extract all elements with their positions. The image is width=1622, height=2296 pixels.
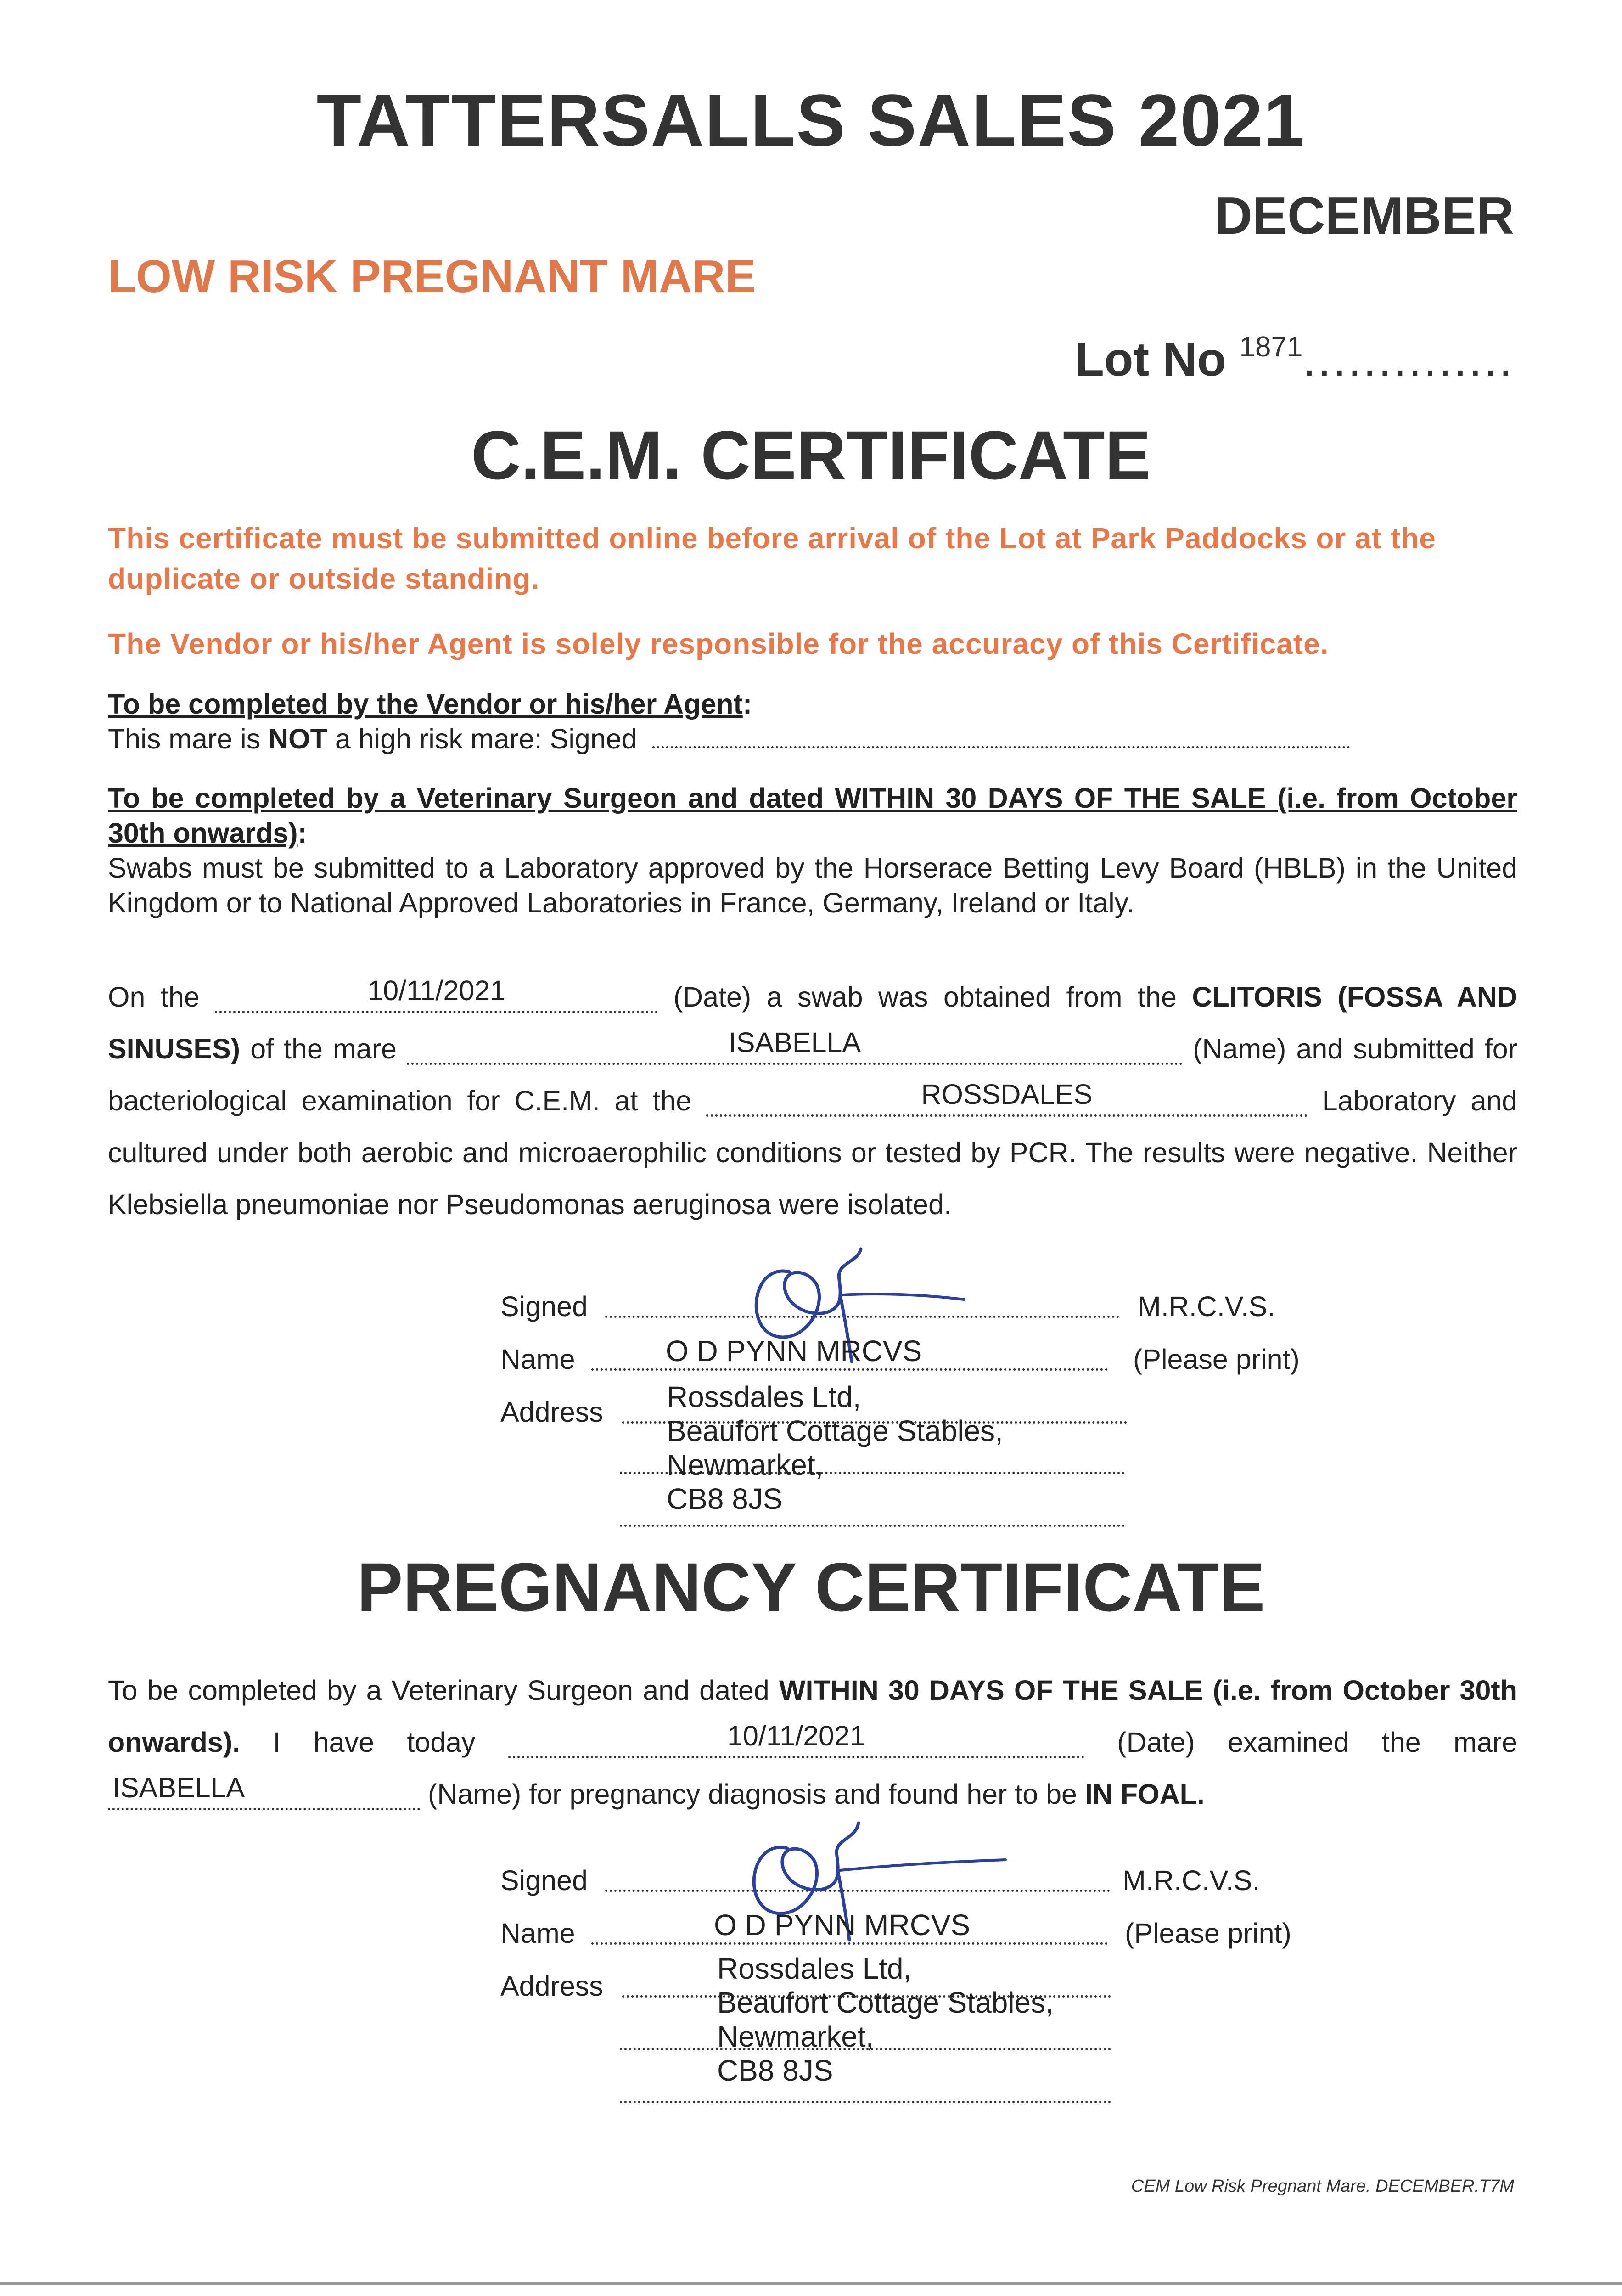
swab-date-field[interactable]: 10/11/2021	[215, 983, 658, 1013]
pregnancy-result: IN FOAL.	[1084, 1778, 1205, 1810]
preg-please-print: (Please print)	[1125, 1918, 1291, 1949]
vendor-statement-a: This mare is	[108, 723, 269, 754]
exam-date-field[interactable]: 10/11/2021	[508, 1728, 1084, 1758]
vet-heading-bold: WITHIN 30 DAYS OF THE SALE (i.e. from October 30th onwards)	[108, 782, 1517, 849]
preg-vet-name: O D PYNN MRCVS	[714, 1908, 971, 1941]
cem-please-print: (Please print)	[1133, 1344, 1300, 1375]
laboratory-field[interactable]: ROSSDALES	[706, 1087, 1308, 1117]
sale-month: DECEMBER	[1214, 187, 1514, 245]
preg-address-label: Address	[500, 1970, 603, 2002]
vendor-section: To be completed by the Vendor or his/her Agent: This mare is NOT a high risk mare: Signed	[108, 687, 1517, 756]
risk-category: LOW RISK PREGNANT MARE	[108, 251, 756, 302]
scan-edge-line	[0, 2282, 1622, 2285]
cem-address-label: Address	[500, 1396, 603, 1428]
vendor-statement-b: a high risk mare: Signed	[327, 723, 637, 754]
cem-name-label: Name	[500, 1344, 575, 1375]
vendor-statement-bold: NOT	[268, 723, 327, 754]
vet-heading-a: To be completed by a Veterinary Surgeon and dated	[108, 782, 835, 814]
cem-signed-label: Signed	[500, 1291, 588, 1322]
pregnancy-mare-name-field[interactable]: ISABELLA	[108, 1780, 420, 1810]
cem-vet-name: O D PYNN MRCVS	[666, 1334, 922, 1367]
responsibility-notice: The Vendor or his/her Agent is solely responsible for the accuracy of this Certificate.	[108, 627, 1329, 660]
preg-address-line-3[interactable]	[620, 2087, 1111, 2103]
cem-paragraph: On the 10/11/2021 (Date) a swab was obtained from the CLITORIS (FOSSA AND SINUSES) of the mare ISABELLA (Name) and submitted for bacteriological examination for C.E.M. at the ROSSDALES Laboratory and cultured under both aerobic and microaerophilic conditions or tested by PCR. The results were negative. Neither Klebsiella pneumoniae nor Pseudomonas aeruginosa were isolated.	[108, 975, 1518, 1220]
document-title: TATTERSALLS SALES 2021	[316, 79, 1306, 161]
pregnancy-certificate-title: PREGNANCY CERTIFICATE	[357, 1548, 1265, 1626]
vet-section-heading: To be completed by a Veterinary Surgeon and dated WITHIN 30 DAYS OF THE SALE (i.e. from October 30th onwards): Swabs must be submitted to a Laboratory approved by the Horserace Betting Levy Board (HBLB) in the United Kingdom or to National Approved Laboratories in France, Germany, Ireland or Italy.	[108, 781, 1517, 920]
swab-site: CLITORIS (FOSSA AND SINUSES)	[108, 981, 1518, 1064]
mare-name-field[interactable]: ISABELLA	[407, 1035, 1183, 1065]
lot-dotted-line: ..............	[1302, 333, 1514, 386]
pregnancy-paragraph: To be completed by a Veterinary Surgeon and dated WITHIN 30 DAYS OF THE SALE (i.e. from October 30th onwards). I have today 10/11/2021 (Date) examined the mare ISABELLA (Name) for pregnancy diagnosis and found her to be IN FOAL.	[108, 1675, 1518, 1810]
vendor-signature-line[interactable]	[652, 728, 1350, 748]
lot-number-value: 1871	[1239, 331, 1303, 363]
preg-address-text: Rossdales Ltd, Beaufort Cottage Stables, Newmarket, CB8 8JS	[717, 1952, 1054, 2087]
lot-label: Lot No	[1075, 333, 1226, 386]
preg-name-label: Name	[500, 1918, 575, 1949]
cem-address-text: Rossdales Ltd, Beaufort Cottage Stables, Newmarket, CB8 8JS	[667, 1380, 1003, 1515]
submission-notice: This certificate must be submitted online before arrival of the Lot at Park Paddocks or at the duplicate or outside standing.	[108, 522, 1436, 595]
preg-signed-label: Signed	[500, 1865, 588, 1896]
lot-number-field	[1075, 331, 1514, 387]
cem-certificate-title: C.E.M. CERTIFICATE	[471, 416, 1151, 494]
cem-mrcvs-label: M.R.C.V.S.	[1138, 1291, 1275, 1322]
preg-mrcvs-label: M.R.C.V.S.	[1122, 1865, 1260, 1896]
vendor-heading: To be completed by the Vendor or his/her Agent	[108, 688, 743, 720]
vet-instructions: Swabs must be submitted to a Laboratory approved by the Horserace Betting Levy Board (HBLB) in the United Kingdom or to National Approved Laboratories in France, Germany, Ireland or Italy.	[108, 852, 1517, 918]
form-reference: CEM Low Risk Pregnant Mare. DECEMBER.T7M	[1131, 2177, 1514, 2196]
